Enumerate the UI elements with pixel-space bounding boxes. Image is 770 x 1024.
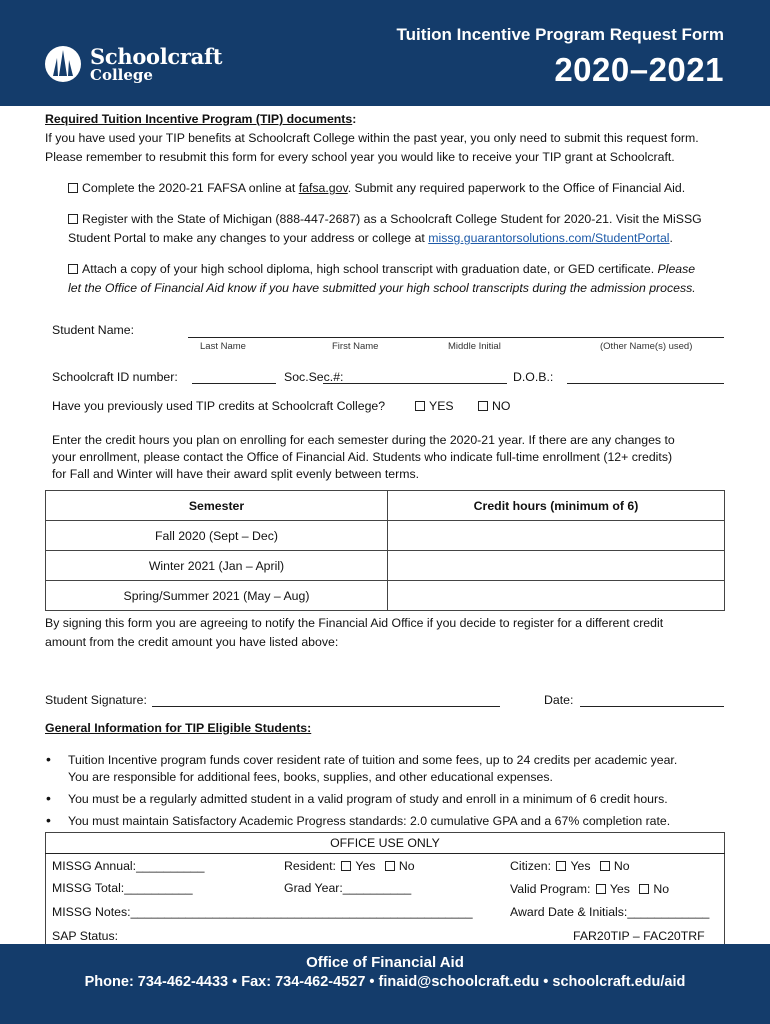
missg-total: MISSG Total:__________ — [52, 881, 193, 895]
general-info-item-1: Tuition Incentive program funds cover resident rate of tuition and some fees, up to 24 credits per academic year. — [68, 753, 678, 767]
date-field[interactable] — [580, 706, 724, 707]
checkbox[interactable] — [68, 214, 78, 224]
agreement-line-2: amount from the credit amount you have listed above: — [45, 635, 339, 649]
missg-portal-link[interactable]: missg.guarantorsolutions.com/StudentPortal — [428, 231, 670, 245]
required-docs-heading: Required Tuition Incentive Program (TIP) documents: — [45, 112, 357, 126]
missg-notes: MISSG Notes:__________________________________________________ — [52, 905, 473, 919]
office-use-title: OFFICE USE ONLY — [330, 836, 440, 850]
award-date-initials: Award Date & Initials:____________ — [510, 905, 710, 919]
general-info-item-1-line-2: You are responsible for additional fees, books, supplies, and other educational expenses. — [68, 770, 553, 784]
credit-hours-column-header: Credit hours (minimum of 6) — [388, 491, 725, 521]
semester-cell: Winter 2021 (Jan – April) — [46, 551, 388, 581]
logo-name: Schoolcraft — [90, 44, 223, 69]
logo-subtitle: College — [90, 66, 153, 84]
intro-line-1: If you have used your TIP benefits at Schoolcraft College within the past year, you only need to submit this request form. — [45, 131, 699, 145]
bullet-dot: • — [46, 790, 51, 806]
other-names-caption: (Other Name(s) used) — [600, 341, 693, 352]
ssn-label: Soc.Sec.#: — [284, 370, 344, 384]
table-row — [46, 551, 725, 581]
form-year: 2020–2021 — [554, 51, 724, 88]
no-checkbox[interactable] — [478, 401, 488, 411]
general-info-item-3: You must maintain Satisfactory Academic Progress standards: 2.0 cumulative GPA and a 67% completion rate. — [68, 814, 671, 828]
credits-instructions-line-2: your enrollment, please contact the Office of Financial Aid. Students who indicate full-time enrollment (12+ credits) — [52, 450, 673, 464]
valid-program-yes-checkbox[interactable] — [596, 884, 606, 894]
previous-tip-yes: YES — [415, 399, 454, 413]
credit-hours-table — [45, 490, 725, 611]
citizen-yes-checkbox[interactable] — [556, 861, 566, 871]
bullet-dot: • — [46, 751, 51, 767]
credit-hours-input[interactable] — [388, 521, 725, 551]
credit-hours-input[interactable] — [388, 581, 725, 611]
credit-hours-input[interactable] — [388, 551, 725, 581]
checklist-item-diploma-line2: let the Office of Financial Aid know if you have submitted your high school transcripts during the admission process. — [68, 281, 696, 295]
schoolcraft-logo-icon — [45, 46, 81, 82]
missg-annual: MISSG Annual:__________ — [52, 859, 205, 873]
id-number-label: Schoolcraft ID number: — [52, 370, 178, 384]
semester-cell: Fall 2020 (Sept – Dec) — [46, 521, 388, 551]
ssn-field[interactable] — [323, 383, 507, 384]
credits-instructions-line-3: for Fall and Winter will have their award split evenly between terms. — [52, 467, 420, 481]
header-banner — [0, 0, 770, 106]
general-info-heading: General Information for TIP Eligible Students: — [45, 721, 312, 735]
resident-no-checkbox[interactable] — [385, 861, 395, 871]
intro-line-2: Please remember to resubmit this form for every school year you would like to receive your TIP grant at Schoolcraft. — [45, 150, 675, 164]
dob-label: D.O.B.: — [513, 370, 554, 384]
footer-contact-info: Phone: 734-462-4433 • Fax: 734-462-4527 • finaid@schoolcraft.edu • schoolcraft.edu/aid — [84, 974, 686, 990]
table-row — [46, 581, 725, 611]
resident-field: Resident: Yes No — [284, 859, 415, 873]
student-name-label: Student Name: — [52, 323, 135, 337]
table-header-row — [46, 491, 725, 521]
checkbox[interactable] — [68, 264, 78, 274]
date-label: Date: — [544, 693, 574, 707]
id-number-field[interactable] — [192, 383, 276, 384]
checklist-item-register-line2: Student Portal to make any changes to your address or college at missg.guarantorsolutions.com/StudentPortal. — [68, 231, 673, 245]
form-code: FAR20TIP – FAC20TRF — [573, 929, 705, 943]
grad-year: Grad Year:__________ — [284, 881, 412, 895]
office-use-divider — [45, 853, 725, 854]
previous-tip-question: Have you previously used TIP credits at Schoolcraft College? — [52, 399, 386, 413]
valid-program-field: Valid Program: Yes No — [510, 882, 670, 896]
previous-tip-no: NO — [478, 399, 510, 413]
general-info-item-2: You must be a regularly admitted student in a valid program of study and enroll in a minimum of 6 credit hours. — [68, 792, 668, 806]
citizen-field: Citizen: Yes No — [510, 859, 630, 873]
signature-field[interactable] — [152, 706, 500, 707]
valid-program-no-checkbox[interactable] — [639, 884, 649, 894]
sap-status: SAP Status: — [52, 929, 119, 943]
agreement-line-1: By signing this form you are agreeing to notify the Financial Aid Office if you decide to register for a different credit — [45, 616, 664, 630]
yes-checkbox[interactable] — [415, 401, 425, 411]
checklist-item-register: Register with the State of Michigan (888-447-2687) as a Schoolcraft College Student for 2020-21. Visit the MiSSG — [68, 212, 702, 226]
checkbox[interactable] — [68, 183, 78, 193]
bullet-dot: • — [46, 812, 51, 828]
checklist-item-fafsa: Complete the 2020-21 FAFSA online at fafsa.gov. Submit any required paperwork to the Office of Financial Aid. — [68, 181, 685, 195]
citizen-no-checkbox[interactable] — [600, 861, 610, 871]
credits-instructions-line-1: Enter the credit hours you plan on enrolling for each semester during the 2020-21 year. If there are any changes to — [52, 433, 675, 447]
footer-department: Office of Financial Aid — [306, 954, 464, 971]
resident-yes-checkbox[interactable] — [341, 861, 351, 871]
signature-label: Student Signature: — [45, 693, 147, 707]
fafsa-link[interactable]: fafsa.gov — [298, 181, 348, 195]
checklist-item-diploma: Attach a copy of your high school diploma, high school transcript with graduation date, or GED certificate. Please — [68, 262, 695, 276]
first-name-caption: First Name — [332, 341, 379, 352]
last-name-caption: Last Name — [200, 341, 246, 352]
semester-column-header: Semester — [46, 491, 388, 521]
form-title: Tuition Incentive Program Request Form — [396, 25, 724, 44]
footer-banner — [0, 944, 770, 1024]
middle-initial-caption: Middle Initial — [448, 341, 501, 352]
student-name-field[interactable] — [188, 337, 724, 338]
semester-cell: Spring/Summer 2021 (May – Aug) — [46, 581, 388, 611]
table-row — [46, 521, 725, 551]
dob-field[interactable] — [567, 383, 724, 384]
